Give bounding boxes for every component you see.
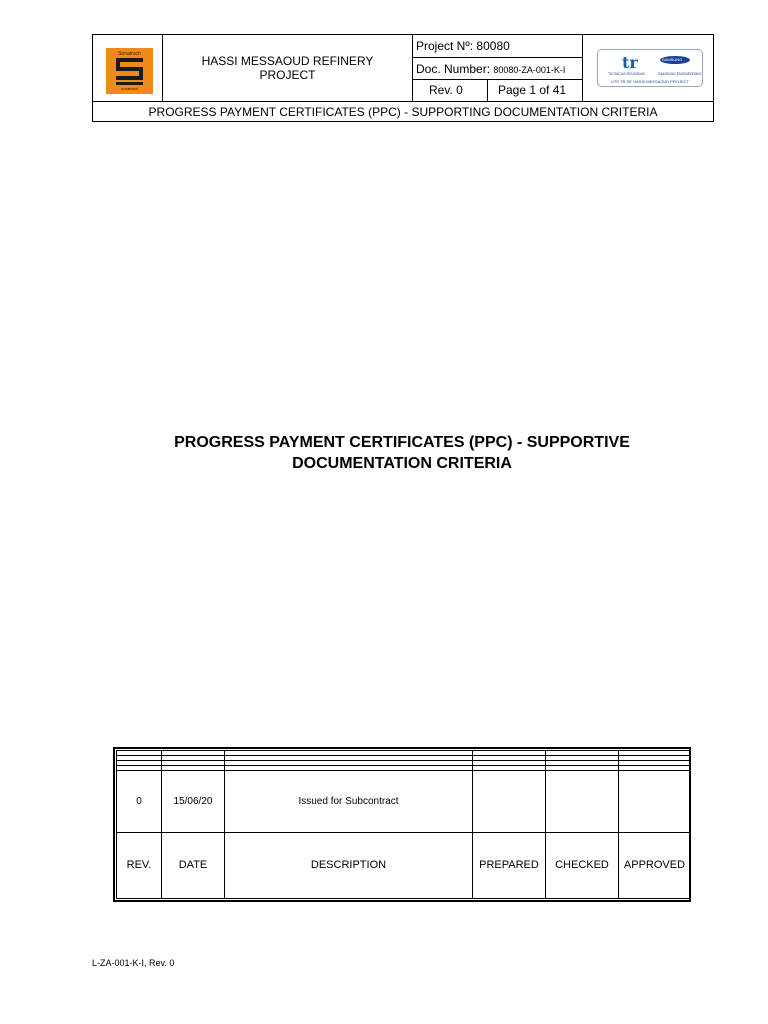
sonatrach-logo	[106, 48, 153, 94]
table-cell-rev: 0	[117, 771, 162, 832]
main-title-line2: DOCUMENTATION CRITERIA	[292, 455, 512, 472]
column-header-prepared: PREPARED	[473, 832, 546, 898]
page-indicator: Page 1 of 41	[488, 80, 583, 101]
main-title-line1: PROGRESS PAYMENT CERTIFICATES (PPC) - SUPPORTIVE	[174, 434, 630, 451]
revision-table	[113, 747, 691, 902]
column-header-approved: APPROVED	[619, 832, 691, 898]
main-title	[110, 432, 694, 474]
partner-logo	[597, 49, 703, 87]
revision-indicator: Rev. 0	[413, 80, 488, 101]
project-title-line1: HASSI MESSAOUD REFINERY	[201, 54, 374, 68]
partner-logo-cell	[583, 35, 713, 101]
partner-text-3: UTE TR-SE HASSI MESSAOUD PROJECT	[611, 79, 689, 84]
logo-text-top: Sonatrach	[118, 51, 141, 57]
logo-cell	[93, 35, 163, 101]
project-number-value: 80080	[476, 39, 510, 53]
partner-text-2: SAMSUNG ENGINEERING	[658, 72, 702, 76]
table-cell-prepared	[473, 771, 546, 832]
project-title	[163, 35, 413, 101]
table-row	[117, 771, 691, 832]
table-cell-approved	[619, 771, 691, 832]
table-header-row	[117, 832, 691, 898]
samsung-brand-text: SAMSUNG	[662, 57, 683, 62]
tecnicas-reunidas-logo-icon: tr	[622, 53, 638, 72]
header-subtitle: PROGRESS PAYMENT CERTIFICATES (PPC) - SUPPORTING DOCUMENTATION CRITERIA	[93, 101, 713, 122]
logo-text-bottom: sonatrach	[120, 86, 139, 91]
project-number-label: Project Nº:	[416, 39, 474, 53]
column-header-rev: REV.	[117, 832, 162, 898]
project-title-line2: PROJECT	[259, 68, 316, 82]
document-header	[92, 34, 714, 122]
doc-number	[413, 58, 583, 80]
partner-text-1: TECNICAS REUNIDAS	[608, 72, 645, 76]
table-cell-description: Issued for Subcontract	[225, 771, 473, 832]
project-number	[413, 35, 583, 58]
doc-number-value: 80080-ZA-001-K-I	[493, 65, 566, 75]
page-footer: L-ZA-001-K-I, Rev. 0	[92, 958, 175, 968]
column-header-checked: CHECKED	[546, 832, 619, 898]
doc-number-label: Doc. Number:	[416, 62, 491, 76]
column-header-description: DESCRIPTION	[225, 832, 473, 898]
table-cell-date: 15/06/20	[162, 771, 225, 832]
table-cell-checked	[546, 771, 619, 832]
column-header-date: DATE	[162, 832, 225, 898]
